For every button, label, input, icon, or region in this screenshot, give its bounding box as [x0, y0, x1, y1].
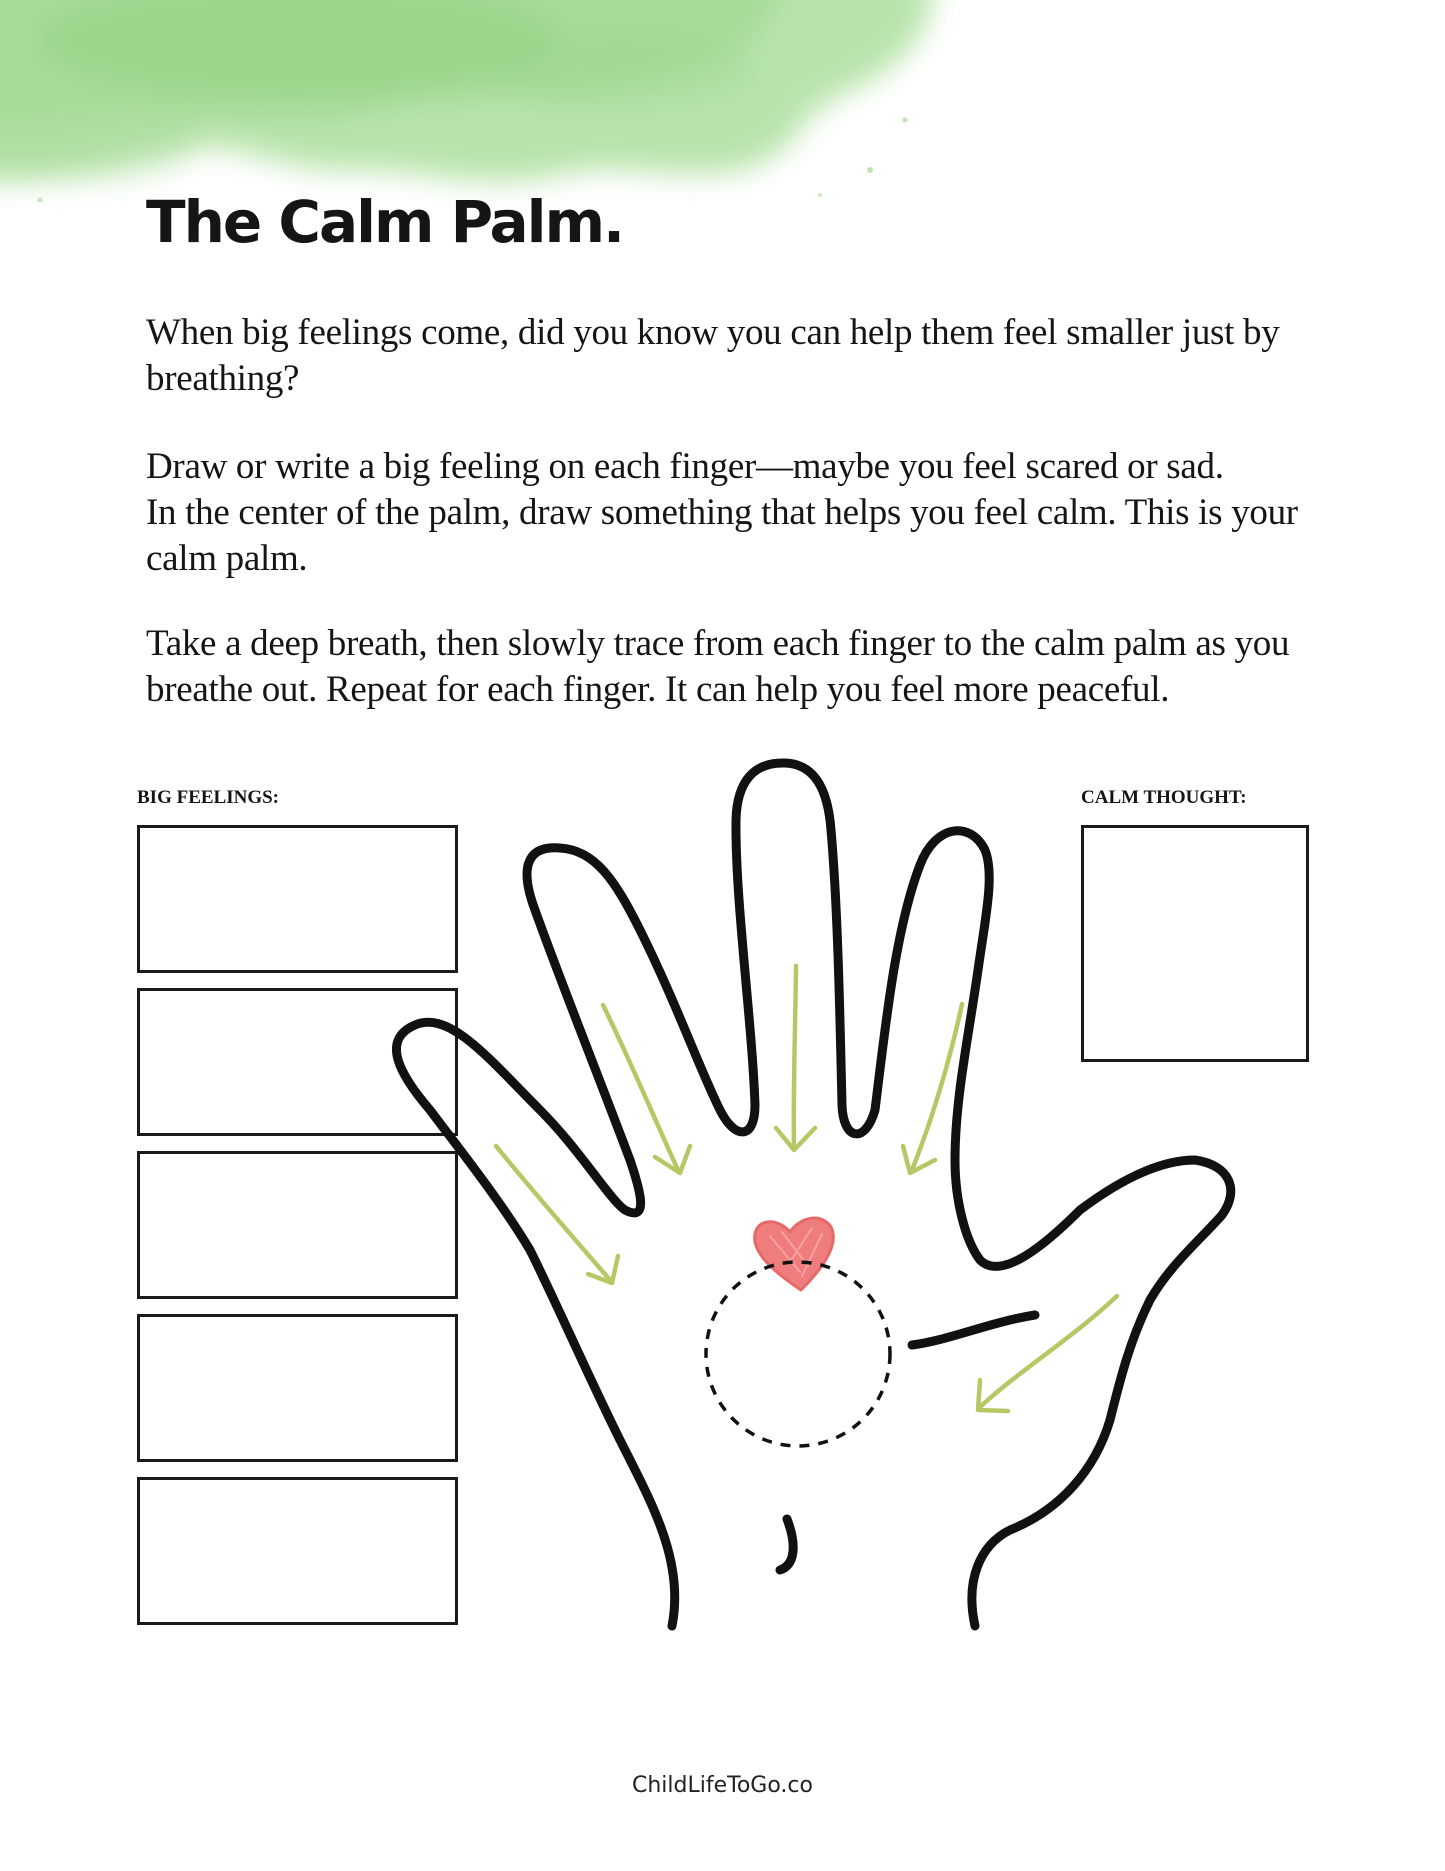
- heart-icon: [755, 1218, 834, 1290]
- intro-paragraph-1: When big feelings come, did you know you can help them feel smaller just by breathing?: [146, 312, 1280, 399]
- big-feelings-label: BIG FEELINGS:: [137, 787, 280, 808]
- intro-paragraph-2-line-1: Draw or write a big feeling on each finger—maybe you feel scared or sad.: [146, 446, 1224, 487]
- calm-thought-label: CALM THOUGHT:: [1081, 787, 1247, 808]
- intro-paragraph-2-line-2: In the center of the palm, draw something that helps you feel calm. This is your calm palm.: [146, 492, 1298, 579]
- page-title: The Calm Palm.: [146, 188, 624, 256]
- footer-site[interactable]: ChildLifeToGo.co: [632, 1773, 813, 1798]
- hand-outline-icon: [396, 763, 1230, 1626]
- arrow-icon: [496, 966, 1117, 1411]
- intro-paragraph-3: Take a deep breath, then slowly trace from each finger to the calm palm as you breathe out. Repeat for each finger. It can help you feel more peaceful.: [146, 623, 1290, 710]
